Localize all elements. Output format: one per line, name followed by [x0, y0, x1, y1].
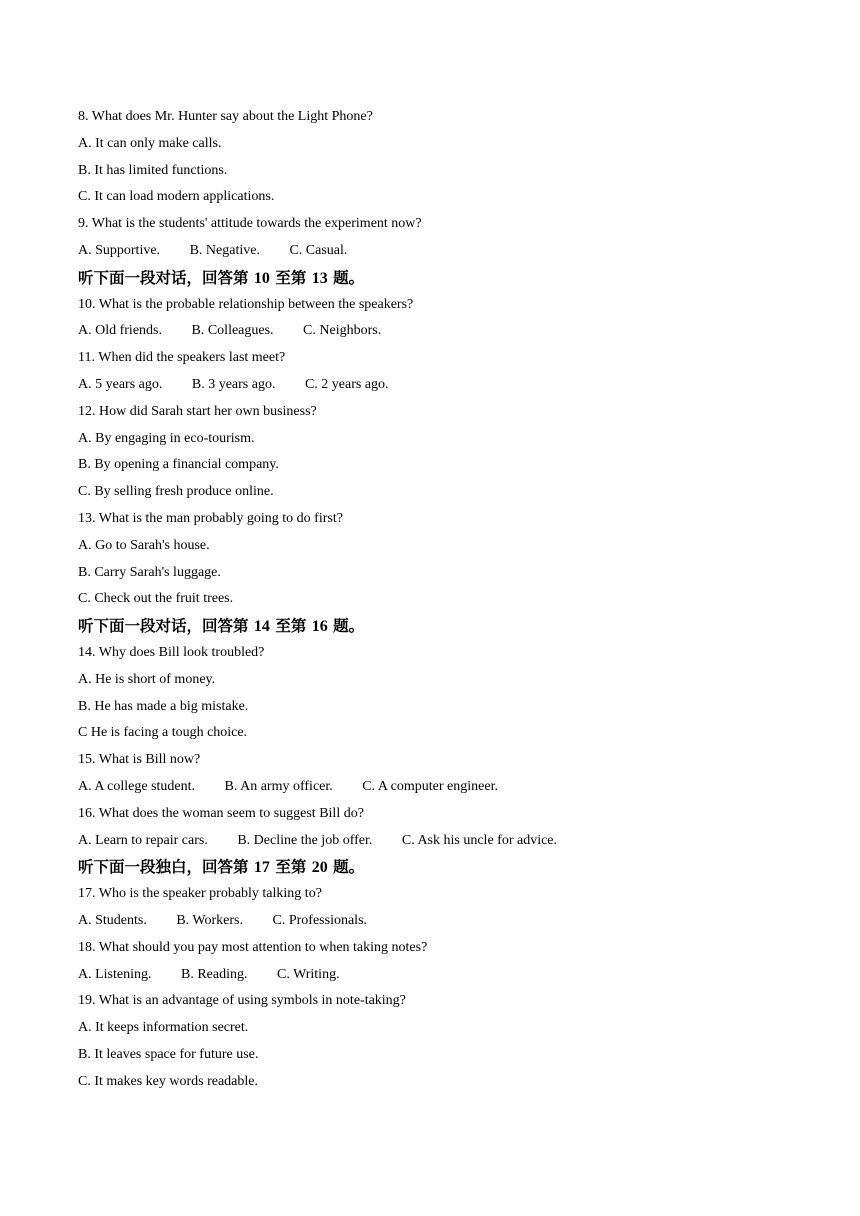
question-10-option-c: C. Neighbors.	[303, 323, 382, 339]
document-page	[78, 104, 798, 1095]
question-14-option-a: A. He is short of money.	[78, 671, 216, 687]
question-17-stem: 17. Who is the speaker probably talking to?	[78, 886, 322, 902]
question-15-options	[78, 774, 798, 801]
section-heading-suffix: 题。	[333, 268, 365, 287]
question-17-option-c: C. Professionals.	[272, 912, 368, 928]
question-13-option-c: C. Check out the fruit trees.	[78, 591, 234, 607]
question-12-option-c: C. By selling fresh produce online.	[78, 484, 274, 500]
section-heading-10-13	[78, 265, 798, 292]
question-16-stem: 16. What does the woman seem to suggest Bill do?	[78, 805, 364, 821]
question-17-options	[78, 908, 798, 935]
question-9-option-a: A. Supportive.	[78, 242, 161, 258]
question-16-option-a: A. Learn to repair cars.	[78, 832, 208, 848]
question-15-option-a: A. A college student.	[78, 778, 196, 794]
section-heading-to: 20	[311, 859, 328, 877]
question-9-option-b: B. Negative.	[189, 242, 260, 258]
question-10-options	[78, 318, 798, 345]
question-16-option-c: C. Ask his uncle for advice.	[401, 832, 558, 848]
question-18-option-b: B. Reading.	[181, 966, 248, 982]
section-heading-suffix: 题。	[333, 617, 365, 636]
section-heading-mid: 至第	[275, 268, 307, 287]
section-heading-suffix: 题。	[333, 858, 365, 877]
question-12-option-b: B. By opening a financial company.	[78, 457, 279, 473]
question-8-option-c: C. It can load modern applications.	[78, 189, 275, 205]
question-9-option-c: C. Casual.	[289, 242, 348, 258]
question-17-option-b: B. Workers.	[176, 912, 244, 928]
question-8-option-a: A. It can only make calls.	[78, 135, 222, 151]
question-15-stem: 15. What is Bill now?	[78, 752, 201, 768]
question-9-options	[78, 238, 798, 265]
section-heading-17-20	[78, 854, 798, 881]
question-19-option-b: B. It leaves space for future use.	[78, 1046, 259, 1062]
question-13-option-b: B. Carry Sarah's luggage.	[78, 564, 221, 580]
section-heading-to: 16	[311, 618, 328, 636]
section-heading-from: 14	[253, 618, 270, 636]
question-13-option-a: A. Go to Sarah's house.	[78, 537, 210, 553]
section-heading-mid: 至第	[275, 858, 307, 877]
question-11-option-a: A. 5 years ago.	[78, 376, 163, 392]
section-heading-prefix: 听下面一段独白，回答第	[78, 858, 249, 877]
question-12-stem: 12. How did Sarah start her own business?	[78, 403, 317, 419]
section-heading-prefix: 听下面一段对话，回答第	[78, 617, 249, 636]
question-11-stem: 11. When did the speakers last meet?	[78, 350, 286, 366]
question-16-option-b: B. Decline the job offer.	[237, 832, 373, 848]
section-heading-from: 10	[253, 269, 270, 287]
question-19-option-c: C. It makes key words readable.	[78, 1073, 258, 1089]
question-8-option-b: B. It has limited functions.	[78, 162, 228, 178]
question-18-options	[78, 962, 798, 989]
question-9-stem: 9. What is the students' attitude towards the experiment now?	[78, 216, 422, 232]
question-19-stem: 19. What is an advantage of using symbols in note-taking?	[78, 993, 406, 1009]
question-10-stem: 10. What is the probable relationship between the speakers?	[78, 296, 414, 312]
section-heading-mid: 至第	[275, 617, 307, 636]
question-16-options	[78, 828, 798, 855]
question-14-option-c: C He is facing a tough choice.	[78, 725, 248, 741]
question-14-option-b: B. He has made a big mistake.	[78, 698, 249, 714]
question-18-stem: 18. What should you pay most attention to when taking notes?	[78, 939, 428, 955]
question-19-option-a: A. It keeps information secret.	[78, 1020, 249, 1036]
question-14-stem: 14. Why does Bill look troubled?	[78, 644, 265, 660]
question-11-options	[78, 372, 798, 399]
section-heading-from: 17	[253, 859, 270, 877]
section-heading-prefix: 听下面一段对话，回答第	[78, 268, 249, 287]
question-11-option-c: C. 2 years ago.	[304, 376, 389, 392]
section-heading-to: 13	[311, 269, 328, 287]
question-13-stem: 13. What is the man probably going to do first?	[78, 510, 343, 526]
question-18-option-c: C. Writing.	[277, 966, 340, 982]
question-10-option-a: A. Old friends.	[78, 323, 162, 339]
question-8-stem: 8. What does Mr. Hunter say about the Light Phone?	[78, 109, 373, 124]
section-heading-14-16	[78, 613, 798, 640]
question-10-option-b: B. Colleagues.	[191, 323, 274, 339]
question-18-option-a: A. Listening.	[78, 966, 152, 982]
question-11-option-b: B. 3 years ago.	[191, 376, 276, 392]
question-17-option-a: A. Students.	[78, 912, 147, 928]
question-12-option-a: A. By engaging in eco-tourism.	[78, 430, 255, 446]
question-15-option-c: C. A computer engineer.	[362, 778, 498, 794]
question-15-option-b: B. An army officer.	[224, 778, 333, 794]
